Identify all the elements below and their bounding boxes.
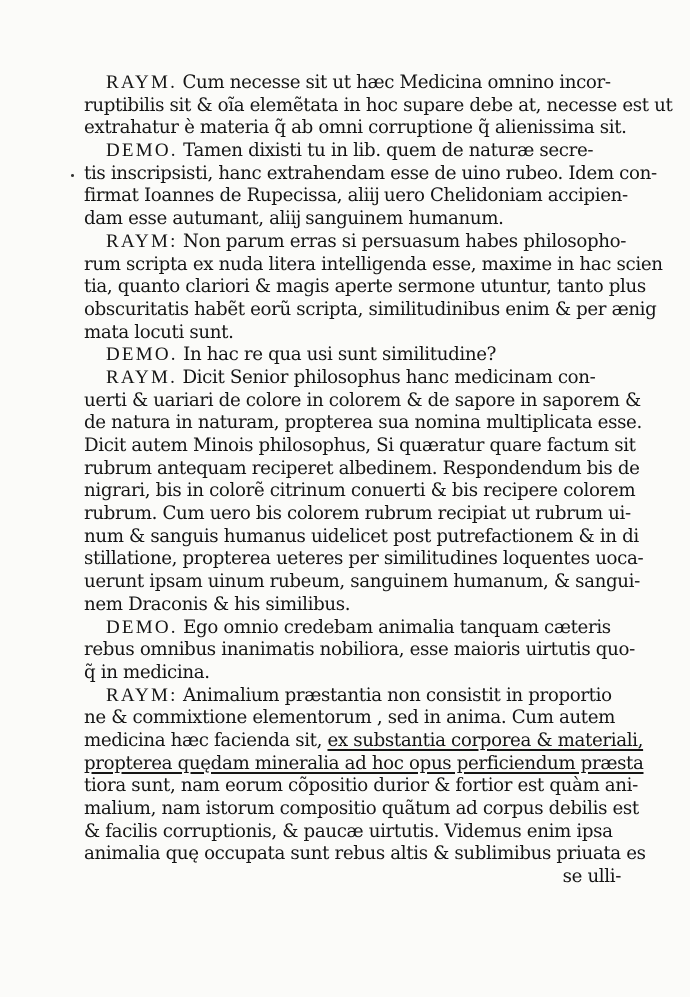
text-line: stillatione, propterea ueteres per similitudines loquentes uoca- bbox=[84, 548, 644, 570]
underlined-passage: propterea quędam mineralia ad hoc opus perficiendum præsta bbox=[84, 752, 644, 774]
text-line: nem Draconis & his similibus. bbox=[84, 593, 351, 615]
text-line: malium, nam istorum compositio quãtum ad corpus debilis est bbox=[84, 798, 639, 819]
speaker-label: RAYM: bbox=[106, 684, 178, 706]
text-line: ne & commixtione elementorum , sed in anima. Cum autem bbox=[84, 707, 616, 729]
text-line: obscuritatis habẽt eorũ scripta, similitudinibus enim & per ænig bbox=[84, 298, 657, 320]
text-line: medicina hæc facienda sit, ex substantia corporea & materiali, bbox=[84, 729, 644, 751]
text-line: extrahatur è materia q̃ ab omni corruptione q̃ alienissima sit. bbox=[84, 117, 627, 139]
speaker-label: RAYM. bbox=[106, 72, 178, 93]
text-line: de natura in naturam, propterea sua nomina multiplicata esse. bbox=[84, 412, 642, 434]
dialogue-text bbox=[84, 72, 673, 889]
speaker-label: DEMO. bbox=[106, 616, 178, 638]
margin-ink-mark bbox=[71, 174, 74, 177]
text-line: RAYM: Animalium præstantia non consistit in proportio bbox=[106, 684, 612, 706]
text-line: rubrum antequam reciperet albedinem. Respondendum bis de bbox=[84, 457, 640, 479]
text-line: rum scripta ex nuda litera intelligenda esse, maxime in hac scien bbox=[84, 253, 663, 275]
text-line: num & sanguis humanus uidelicet post putrefactionem & in di bbox=[84, 525, 639, 547]
text-line: q̃ in medicina. bbox=[84, 661, 210, 683]
text-line: tia, quanto clariori & magis aperte sermone utuntur, tanto plus bbox=[84, 276, 646, 298]
speaker-label: RAYM. bbox=[106, 366, 178, 388]
text-line: Dicit autem Minois philosophus, Si quæratur quare factum sit bbox=[84, 435, 636, 456]
text-line: DEMO. Ego omnio credebam animalia tanquam cæteris bbox=[106, 616, 611, 638]
text-line: ruptibilis sit & oĩa elemẽtata in hoc supare debe at, necesse est ut bbox=[84, 94, 673, 116]
text-line: rebus omnibus inanimatis nobiliora, esse maioris uirtutis quo- bbox=[84, 639, 635, 661]
text-line: animalia quę occupata sunt rebus altis & sublimibus priuata es bbox=[84, 843, 646, 865]
text-line: uerti & uariari de colore in colorem & de sapore in saporem & bbox=[84, 389, 641, 411]
speaker-label: DEMO. bbox=[106, 344, 178, 366]
text-line: rubrum. Cum uero bis colorem rubrum recipiat ut rubrum ui- bbox=[84, 503, 631, 525]
text-line: DEMO. In hac re qua usi sunt similitudine? bbox=[106, 344, 497, 366]
speaker-label: DEMO. bbox=[106, 140, 178, 162]
text-line: tiora sunt, nam eorum cõpositio durior & fortior est quàm ani- bbox=[84, 775, 638, 797]
text-line: RAYM. Dicit Senior philosophus hanc medicinam con- bbox=[106, 366, 596, 388]
text-line: dam esse autumant, aliĳ sanguinem humanum. bbox=[84, 208, 504, 230]
text-line: DEMO. Tamen dixisti tu in lib. quem de naturæ secre- bbox=[106, 140, 594, 162]
text-line bbox=[84, 752, 644, 776]
text-line: tis inscripsisti, hanc extrahendam esse de uino rubeo. Idem con- bbox=[84, 162, 657, 184]
underlined-passage: ex substantia corporea & materiali, bbox=[327, 729, 644, 751]
catchword: se ulli- bbox=[562, 866, 621, 888]
text-line: RAYM. Cum necesse sit ut hæc Medicina omnino incor- bbox=[106, 72, 611, 93]
text-line: mata locuti sunt. bbox=[84, 321, 234, 343]
text-line: firmat Ioannes de Rupecissa, aliĳ uero Chelidoniam accipien- bbox=[84, 185, 628, 207]
text-line: uerunt ipsam uinum rubeum, sanguinem humanum, & sangui- bbox=[84, 571, 640, 593]
text-line: RAYM: Non parum erras si persuasum habes philosopho- bbox=[106, 230, 627, 252]
text-line: nigrari, bis in colorẽ citrinum conuerti & bis recipere colorem bbox=[84, 480, 636, 502]
text-line: & facilis corruptionis, & paucæ uirtutis. Videmus enim ipsa bbox=[84, 820, 613, 842]
speaker-label: RAYM: bbox=[106, 230, 178, 252]
